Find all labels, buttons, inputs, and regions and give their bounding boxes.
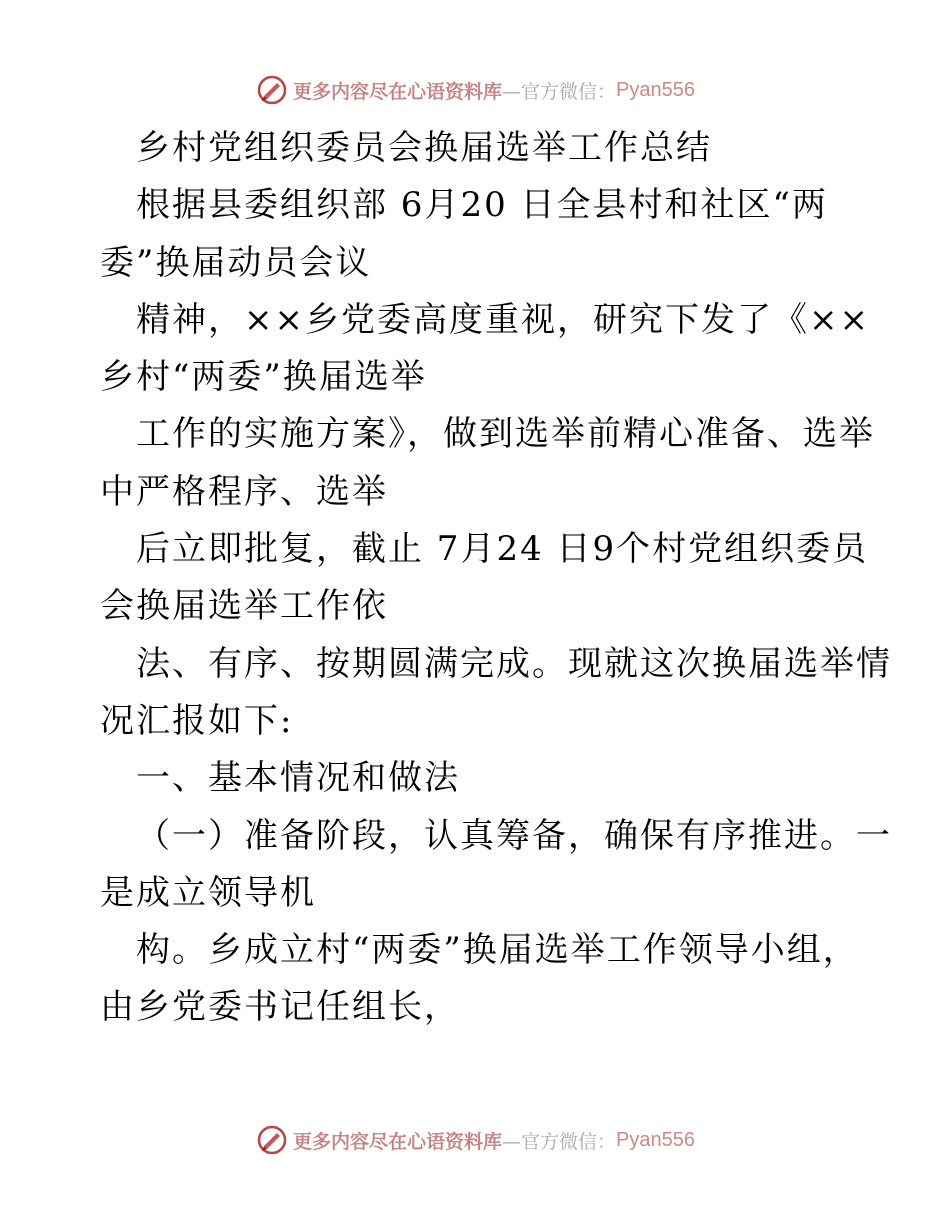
section-heading: 一、基本情况和做法 xyxy=(136,758,460,799)
paragraph-line: 委”换届动员会议 xyxy=(100,242,372,283)
paragraph-line: 后立即批复，截止 7月24 日9个村党组织委员 xyxy=(136,529,869,570)
paragraph-line: 工作的实施方案》，做到选举前精心准备、选举 xyxy=(136,414,875,455)
paragraph-line: 乡村“两委”换届选举 xyxy=(100,357,427,398)
document-title: 乡村党组织委员会换届选举工作总结 xyxy=(136,128,712,168)
pen-logo-icon xyxy=(255,73,289,107)
paragraph-line: 是成立领导机 xyxy=(100,872,316,913)
header-banner xyxy=(0,70,950,110)
header-brand-text: 更多内容尽在心语资料库 xyxy=(293,80,503,103)
paragraph-line: 法、有序、按期圆满完成。现就这次换届选举情 xyxy=(136,643,892,684)
document-body xyxy=(100,120,892,1037)
footer-separator-text: —官方微信： xyxy=(502,1130,617,1153)
paragraph-line: 中严格程序、选举 xyxy=(100,471,388,512)
footer-brand-text: 更多内容尽在心语资料库 xyxy=(293,1130,503,1153)
paragraph-line: 精神，××乡党委高度重视，研究下发了《×× xyxy=(136,299,870,340)
header-wechat-id: Pyan556 xyxy=(616,78,695,101)
footer-banner xyxy=(0,1120,950,1160)
paragraph-line: 由乡党委书记任组长， xyxy=(100,987,460,1028)
pen-logo-icon xyxy=(255,1123,289,1157)
paragraph-line: （一）准备阶段，认真筹备，确保有序推进。一 xyxy=(136,815,892,856)
paragraph-line: 况汇报如下: xyxy=(100,700,294,741)
header-separator-text: —官方微信： xyxy=(502,80,617,103)
footer-wechat-id: Pyan556 xyxy=(616,1128,695,1151)
paragraph-line: 会换届选举工作依 xyxy=(100,586,388,627)
paragraph-line: 构。乡成立村“两委”换届选举工作领导小组， xyxy=(136,930,859,971)
paragraph-line: 根据县委组织部 6月20 日全县村和社区“两 xyxy=(136,185,828,226)
